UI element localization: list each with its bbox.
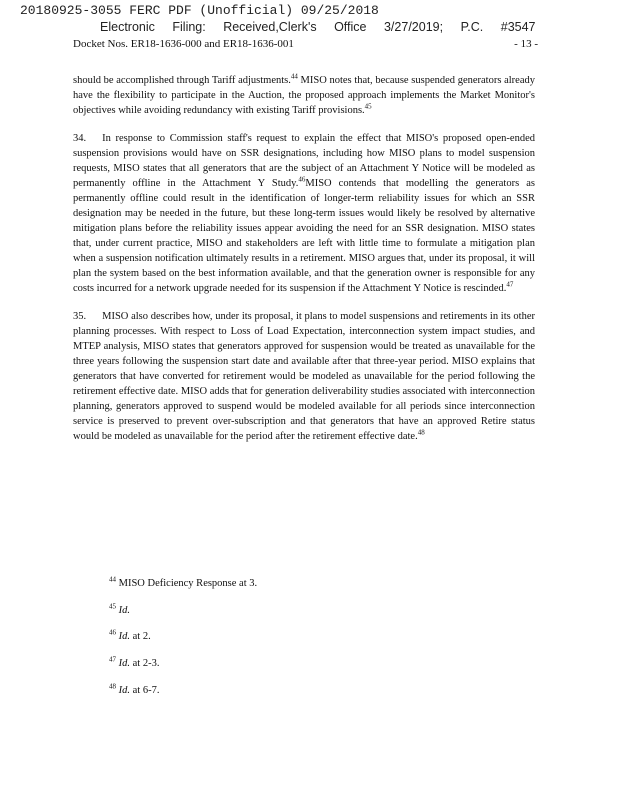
footnote-citation: Id. — [118, 631, 130, 643]
efile-word: Office — [334, 20, 367, 34]
paragraph-text: MISO notes that, because suspended generators already have the flexibility to participate in the Auction, the proposed approach implements the Market Monitor's objectives while avoiding redundancy with existing Tariff provisions. — [73, 75, 535, 116]
footnote-ref[interactable]: 45 — [364, 102, 372, 111]
footnote-citation: Id. — [118, 684, 130, 696]
footnote-ref[interactable]: 46 — [298, 175, 306, 184]
footnote-citation: Id. — [118, 604, 130, 616]
docket-numbers: Docket Nos. ER18-1636-000 and ER18-1636-001 — [73, 38, 294, 50]
footnote-citation: Id. — [118, 658, 130, 670]
page-number: - 13 - — [514, 38, 538, 50]
ferc-stamp: 20180925-3055 FERC PDF (Unofficial) 09/25/2018 — [20, 3, 379, 18]
efile-word: #3547 — [500, 20, 536, 34]
paragraph — [73, 73, 535, 118]
footnote-number: 46 — [109, 628, 116, 637]
paragraph-number: 35. — [73, 311, 87, 322]
footnote-ref[interactable]: 44 — [290, 72, 298, 81]
paragraph-text: MISO contends that modelling the generators as permanently offline could result in the identification of longer-term reliability issues for which an SSR designation may be needed in the future, but these long-term issues would likely be resolved by alternative mitigation plans before the reliability issues appear avoiding the need for an SSR designation. MISO states that, under current practice, MISO and stakeholders are left with little time to formulate a mitigation plan when a suspension notification ultimately results in a retirement. MISO argues that, under its proposal, it will plan the system based on the best information available, and that the generation owner is responsible for any costs incurred for a network upgrade needed for its suspension if the Attachment Y Notice is rescinded. — [73, 178, 535, 294]
efile-word: P.C. — [460, 20, 484, 34]
paragraph-number: 34. — [73, 133, 87, 144]
footnote — [109, 575, 258, 605]
footnote — [109, 628, 257, 658]
footnote-number: 45 — [109, 602, 116, 611]
efile-word: Electronic — [100, 20, 155, 34]
footnote-text: at 6-7. — [130, 684, 160, 696]
footnote — [109, 682, 257, 712]
footnote — [109, 602, 257, 632]
paragraph-text: MISO also describes how, under its proposal, it plans to model suspensions and retirements in its other planning processes. With respect to Loss of Load Expectation, interconnection system impact studies, and MTEP analysis, MISO states that generators approved for suspension would be treated as unavailable for the three years following the suspension start date and available after that three-year period. MISO explains that generators that have converted for retirement would be modeled as unavailable for the period following the retirement effective date. MISO adds that for generation deliverability studies associated with interconnection planning, generators approved to suspend would be modeled available for all periods since interconnection service is preserved to prevent over-subscription and that generators that have an approved Retire status would be modeled as unavailable for the period after the retirement effective date. — [73, 311, 535, 442]
efile-word: Filing: — [172, 20, 206, 34]
footnotes — [109, 575, 258, 711]
footnote-number: 44 — [109, 575, 116, 584]
paragraph — [73, 131, 535, 296]
footnote-ref[interactable]: 48 — [417, 428, 425, 437]
efile-word: 3/27/2019; — [383, 20, 444, 34]
footnote-text: at 2. — [130, 631, 151, 643]
paragraph — [73, 309, 535, 444]
document-body — [73, 73, 535, 457]
paragraph-text: should be accomplished through Tariff adjustments. — [73, 75, 291, 86]
footnote-text: at 2-3. — [130, 658, 160, 670]
footnote-number: 48 — [109, 682, 116, 691]
footnote — [109, 655, 257, 685]
efile-word: Received,Clerk's — [223, 20, 317, 34]
footnote-text: MISO Deficiency Response at 3. — [118, 578, 258, 589]
footnote-number: 47 — [109, 655, 116, 664]
paragraph-text: In response to Commission staff's request to explain the effect that MISO's proposed open-ended suspension provisions would have on SSR designations, including how MISO plans to model suspension requests, MISO states that all generators that are the subject of an Attachment Y Notice will be modeled as permanently offline in the Attachment Y Study. — [73, 133, 535, 189]
footnote-ref[interactable]: 47 — [506, 280, 514, 289]
e-filing-line — [100, 20, 550, 34]
